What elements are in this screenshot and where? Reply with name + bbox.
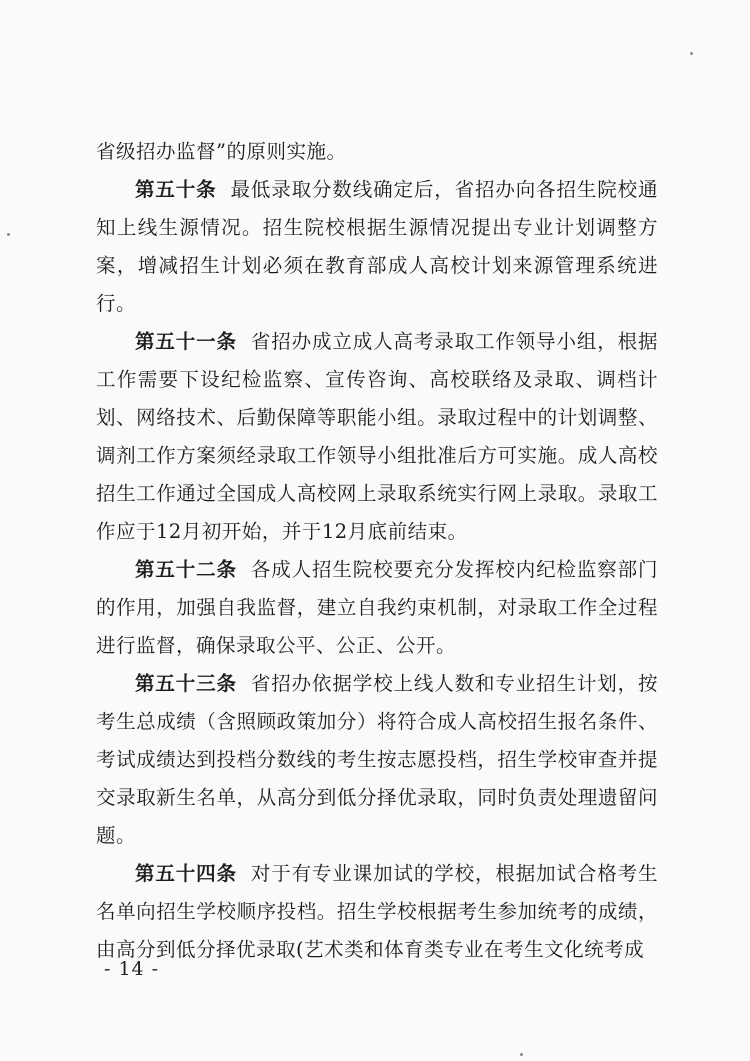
article-54 xyxy=(96,855,658,969)
article-text: 最低录取分数线确定后，省招办向各招生院校通知上线生源情况。招生院校根据生源情况提出专业计划调整方案，增减招生计划必须在教育部成人高校计划来源管理系统进行。 xyxy=(96,178,658,315)
article-number: 第五十三条 xyxy=(135,672,237,695)
document-body xyxy=(96,133,658,969)
article-text: 各成人招生院校要充分发挥校内纪检监察部门的作用，加强自我监督，建立自我约束机制，对录取工作全过程进行监督，确保录取公平、公正、公开。 xyxy=(96,558,658,657)
article-52 xyxy=(96,551,658,665)
article-50 xyxy=(96,171,658,323)
page-number: - 14 - xyxy=(104,958,160,980)
article-53 xyxy=(96,665,658,855)
article-text: 对于有专业课加试的学校，根据加试合格考生名单向招生学校顺序投档。招生学校根据考生参加统考的成绩，由高分到低分择优录取(艺术类和体育类专业在考生文化统考成 xyxy=(96,862,658,961)
article-number: 第五十二条 xyxy=(135,558,237,581)
scan-speck xyxy=(7,233,10,236)
article-51 xyxy=(96,323,658,551)
article-number: 第五十一条 xyxy=(135,330,237,353)
paragraph-continuation xyxy=(96,133,658,171)
paragraph-text: 省级招办监督”的原则实施。 xyxy=(96,140,347,163)
scan-speck xyxy=(520,1053,523,1056)
article-text: 省招办成立成人高考录取工作领导小组，根据工作需要下设纪检监察、宣传咨询、高校联络及录取、调档计划、网络技术、后勤保障等职能小组。录取过程中的计划调整、调剂工作方案须经录取工作领导小组批准后方可实施。成人高校招生工作通过全国成人高校网上录取系统实行网上录取。录取工作应于12月初开始，并于12月底前结束。 xyxy=(96,330,658,543)
article-number: 第五十条 xyxy=(135,178,217,201)
article-text: 省招办依据学校上线人数和专业招生计划，按考生总成绩（含照顾政策加分）将符合成人高校招生报名条件、考试成绩达到投档分数线的考生按志愿投档，招生学校审查并提交录取新生名单，从高分到低分择优录取，同时负责处理遗留问题。 xyxy=(96,672,658,847)
article-number: 第五十四条 xyxy=(135,862,237,885)
scan-speck xyxy=(690,52,693,55)
